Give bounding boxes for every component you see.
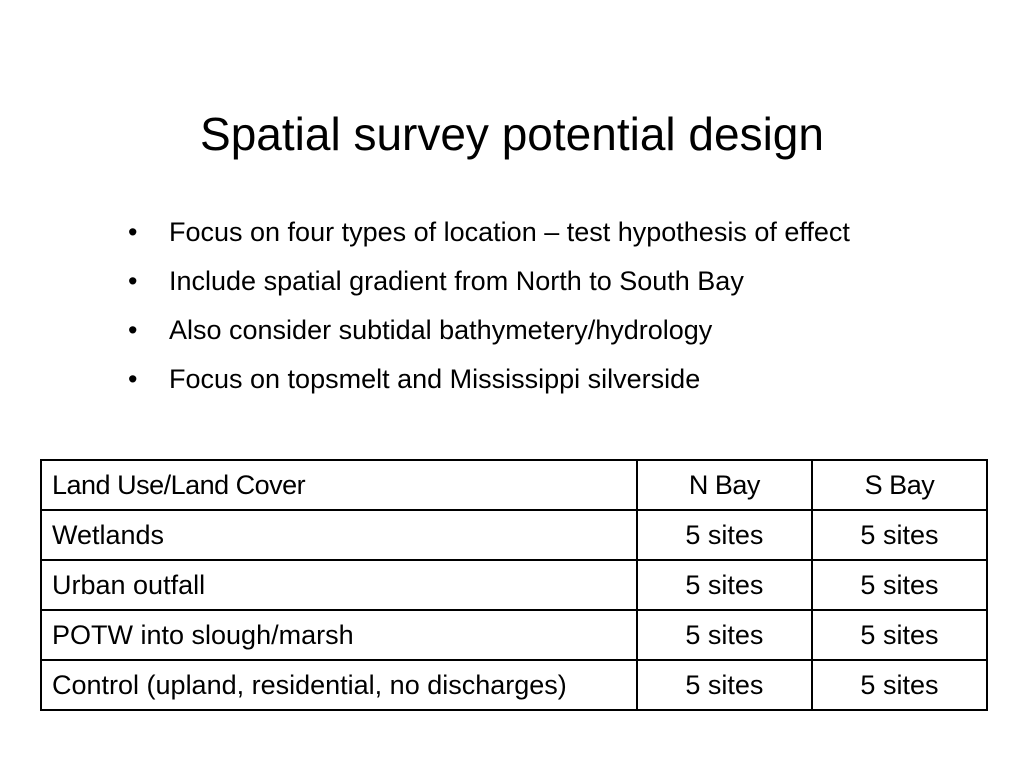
bullet-list [128,212,968,408]
header-s-bay: S Bay [812,460,987,510]
table-row [41,510,987,560]
bullet-text: Include spatial gradient from North to South Bay [169,266,744,296]
cell-n-bay: 5 sites [637,560,812,610]
cell-n-bay: 5 sites [637,660,812,710]
cell-n-bay: 5 sites [637,510,812,560]
cell-n-bay: 5 sites [637,610,812,660]
cell-s-bay: 5 sites [812,660,987,710]
slide-title: Spatial survey potential design [200,108,824,160]
bullet-item [128,261,968,301]
bullet-item [128,310,968,350]
cell-s-bay: 5 sites [812,610,987,660]
bullet-text: Focus on topsmelt and Mississippi silverside [169,364,701,394]
cell-land-use: POTW into slough/marsh [41,610,637,660]
bullet-icon: • [128,315,138,345]
cell-land-use: Control (upland, residential, no discharges) [41,660,637,710]
cell-land-use: Wetlands [41,510,637,560]
cell-s-bay: 5 sites [812,560,987,610]
bullet-item [128,359,968,399]
bullet-text: Also consider subtidal bathymetery/hydrology [169,315,713,345]
bullet-icon: • [128,266,138,296]
table-row [41,610,987,660]
table-row [41,660,987,710]
header-n-bay: N Bay [637,460,812,510]
bullet-text: Focus on four types of location – test hypothesis of effect [169,217,850,247]
header-land-use: Land Use/Land Cover [41,460,637,510]
cell-land-use: Urban outfall [41,560,637,610]
table-row [41,560,987,610]
land-use-table [40,459,988,711]
cell-s-bay: 5 sites [812,510,987,560]
table-header-row [41,460,987,510]
bullet-item [128,212,968,252]
bullet-icon: • [128,217,138,247]
bullet-icon: • [128,364,138,394]
